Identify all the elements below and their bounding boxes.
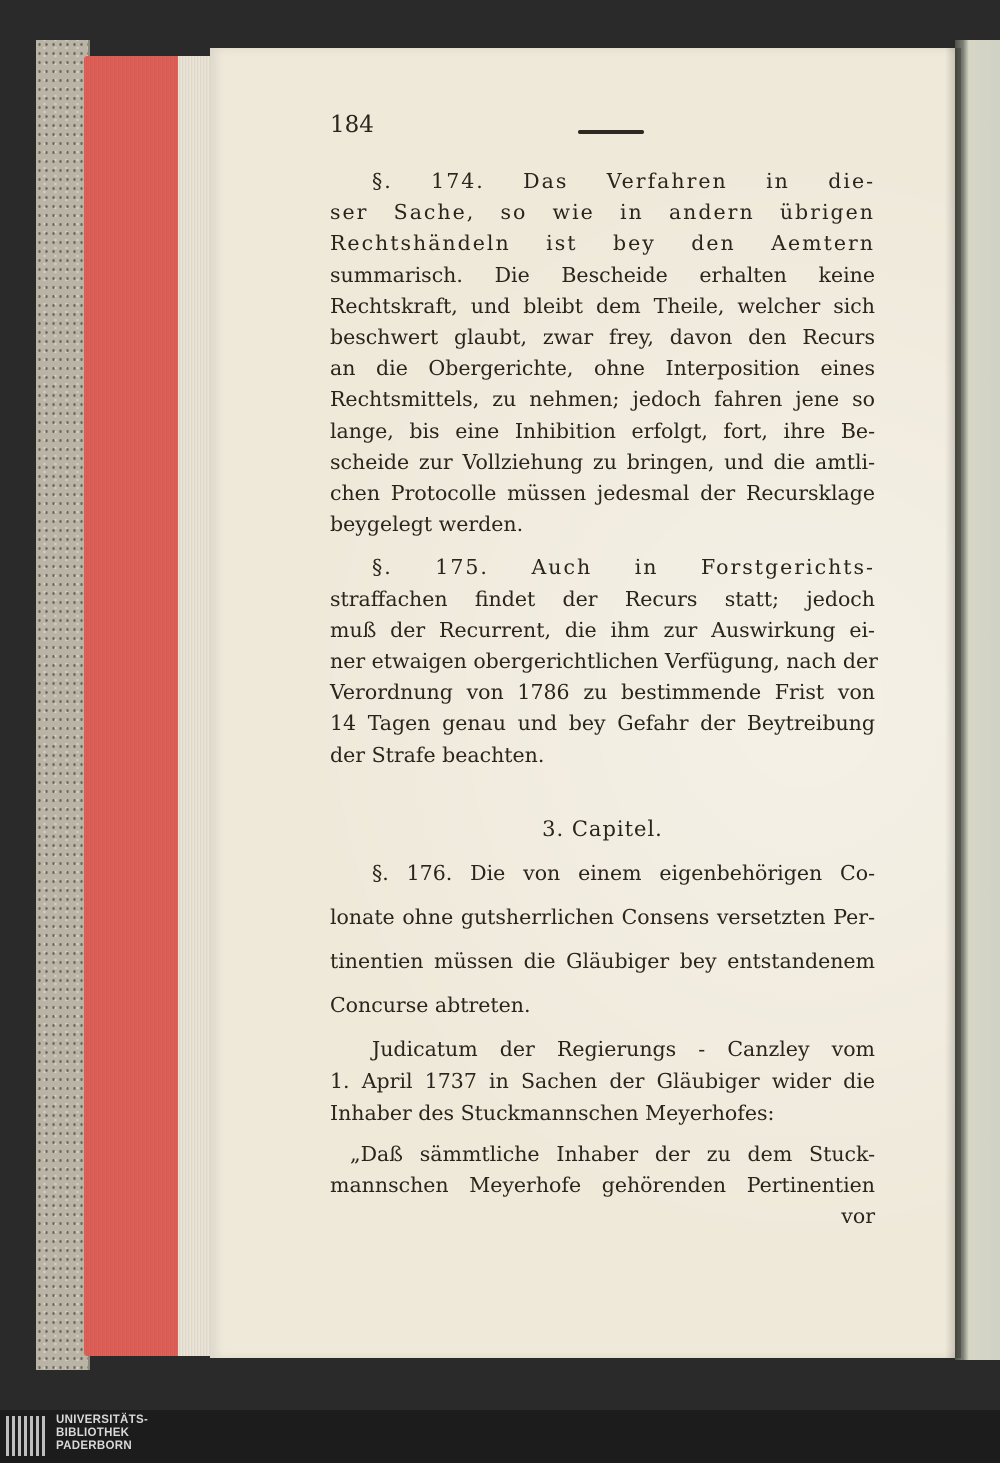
page-block-red-edges xyxy=(84,56,214,1356)
text-line: Rechtsmittels, zu nehmen; jedoch fahren jene so xyxy=(330,387,875,412)
text-line: muß der Recurrent, die ihm zur Auswirkung ei- xyxy=(330,617,875,642)
footer-bar xyxy=(0,1410,1000,1463)
facing-page-edge xyxy=(955,40,1000,1360)
paragraph-quote xyxy=(330,1139,875,1232)
text-line: chen Protocolle müssen jedesmal der Recursklage xyxy=(330,481,875,506)
text-line: Concurse abtreten. xyxy=(330,992,531,1017)
text-line: summarisch. Die Bescheide erhalten keine xyxy=(330,262,875,287)
text-line: §. 174. Das Verfahren in die- xyxy=(372,169,875,193)
text-line: Judicatum der Regierungs - Canzley vom xyxy=(372,1036,875,1061)
page-text xyxy=(330,108,878,1232)
text-line: Rechtshändeln ist bey den Aemtern xyxy=(330,231,875,256)
paragraph-176 xyxy=(330,851,875,1027)
library-logo-icon xyxy=(6,1416,50,1456)
text-line: lonate ohne gutsherrlichen Consens versetzten Per- xyxy=(330,904,875,929)
text-line: §. 176. Die von einem eigenbehörigen Co- xyxy=(372,860,875,885)
text-line: 14 Tagen genau und bey Gefahr der Beytreibung xyxy=(330,711,875,736)
paragraph-judicatum xyxy=(330,1033,875,1129)
text-line: tinentien müssen die Gläubiger bey entstandenem xyxy=(330,948,875,973)
text-line: beygelegt werden. xyxy=(330,512,524,537)
library-name xyxy=(56,1414,148,1453)
text-line: 1. April 1737 in Sachen der Gläubiger wider die xyxy=(330,1068,875,1093)
text-line: ner etwaigen obergerichtlichen Verfügung, nach der xyxy=(330,649,878,674)
text-line: ser Sache, so wie in andern übrigen xyxy=(330,200,875,225)
text-line: mannschen Meyerhofe gehörenden Pertinentien xyxy=(330,1172,875,1197)
text-line: der Strafe beachten. xyxy=(330,742,545,767)
text-line: straffachen findet der Recurs statt; jedoch xyxy=(330,586,875,611)
text-line: Rechtskraft, und bleibt dem Theile, welcher sich xyxy=(330,293,875,318)
text-line: Inhaber des Stuckmannschen Meyerhofes: xyxy=(330,1100,775,1125)
catchword: vor xyxy=(841,1203,875,1228)
paragraph-174 xyxy=(330,166,875,540)
page-header xyxy=(330,108,875,148)
gutter-shadow xyxy=(945,48,961,1358)
page-number: 184 xyxy=(330,112,374,138)
text-line: beschwert glaubt, zwar frey, davon den Recurs xyxy=(330,325,875,350)
library-name-line: PADERBORN xyxy=(56,1440,132,1452)
text-line: §. 175. Auch in Forstgerichts- xyxy=(372,555,875,580)
text-line: lange, bis eine Inhibition erfolgt, fort, ihre Be- xyxy=(330,418,875,443)
text-line: „Daß sämmtliche Inhaber der zu dem Stuck- xyxy=(350,1141,875,1166)
text-line: scheide zur Vollziehung zu bringen, und die amtli- xyxy=(330,449,875,474)
library-name-line: BIBLIOTHEK xyxy=(56,1427,130,1439)
text-line: Verordnung von 1786 zu bestimmende Frist von xyxy=(330,680,875,705)
book-cover-edge xyxy=(36,40,90,1370)
text-line: an die Obergerichte, ohne Interposition eines xyxy=(330,356,875,381)
chapter-heading: 3. Capitel. xyxy=(542,816,663,841)
library-name-line: UNIVERSITÄTS- xyxy=(56,1414,149,1426)
header-rule xyxy=(578,130,644,134)
paragraph-175 xyxy=(330,552,878,770)
